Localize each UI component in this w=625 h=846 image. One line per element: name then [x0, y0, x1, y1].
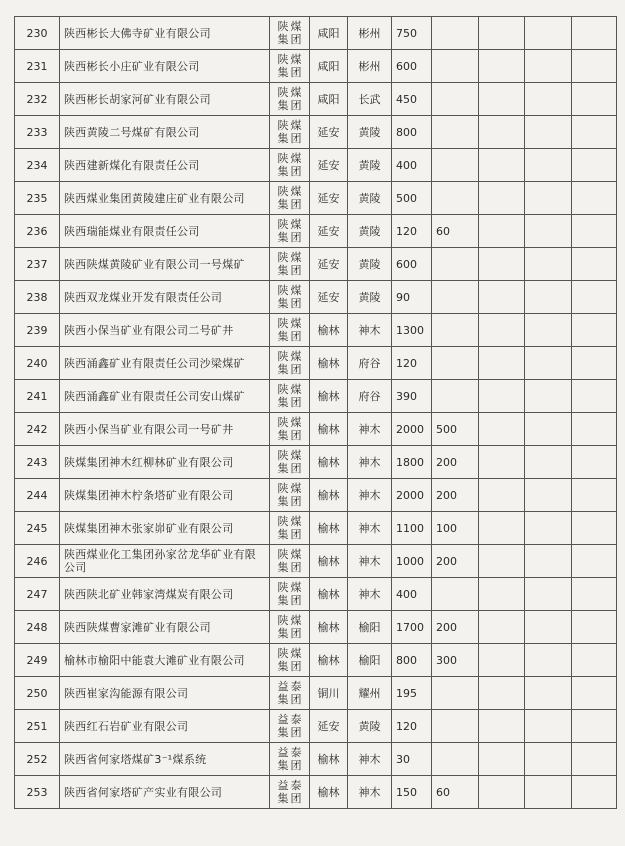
city-name: 榆林: [310, 611, 348, 644]
county-name: 黄陵: [348, 281, 392, 314]
city-name: 榆林: [310, 743, 348, 776]
row-number: 249: [15, 644, 60, 677]
reduction-value: 60: [432, 215, 479, 248]
reduction-value: [432, 347, 479, 380]
county-name: 黄陵: [348, 116, 392, 149]
capacity-value: 90: [392, 281, 432, 314]
table-row: [15, 215, 617, 248]
city-name: 铜川: [310, 677, 348, 710]
capacity-value: 120: [392, 347, 432, 380]
capacity-value: 120: [392, 215, 432, 248]
empty-cell: [525, 17, 572, 50]
group-name: 陕煤集团: [270, 512, 310, 545]
row-number: 251: [15, 710, 60, 743]
empty-cell: [479, 512, 525, 545]
row-number: 253: [15, 776, 60, 809]
empty-cell: [479, 83, 525, 116]
county-name: 黄陵: [348, 182, 392, 215]
empty-cell: [479, 545, 525, 578]
empty-cell: [572, 479, 617, 512]
row-number: 230: [15, 17, 60, 50]
reduction-value: [432, 677, 479, 710]
row-number: 234: [15, 149, 60, 182]
company-name: 陕西红石岩矿业有限公司: [60, 710, 270, 743]
empty-cell: [572, 50, 617, 83]
group-name: 陕煤集团: [270, 83, 310, 116]
city-name: 咸阳: [310, 83, 348, 116]
group-name: 陕煤集团: [270, 248, 310, 281]
city-name: 咸阳: [310, 50, 348, 83]
empty-cell: [525, 677, 572, 710]
company-name: 陕西小保当矿业有限公司一号矿井: [60, 413, 270, 446]
empty-cell: [479, 413, 525, 446]
city-name: 延安: [310, 149, 348, 182]
row-number: 246: [15, 545, 60, 578]
capacity-value: 750: [392, 17, 432, 50]
company-name: 陕煤集团神木红柳林矿业有限公司: [60, 446, 270, 479]
empty-cell: [525, 545, 572, 578]
empty-cell: [572, 446, 617, 479]
group-name: 陕煤集团: [270, 545, 310, 578]
table-row: [15, 446, 617, 479]
company-name: 陕西省何家塔矿产实业有限公司: [60, 776, 270, 809]
table-row: [15, 281, 617, 314]
row-number: 247: [15, 578, 60, 611]
group-name: 益泰集团: [270, 776, 310, 809]
reduction-value: 100: [432, 512, 479, 545]
empty-cell: [479, 644, 525, 677]
county-name: 神木: [348, 578, 392, 611]
group-name: 陕煤集团: [270, 149, 310, 182]
capacity-value: 600: [392, 248, 432, 281]
empty-cell: [525, 248, 572, 281]
capacity-value: 800: [392, 644, 432, 677]
table-row: [15, 611, 617, 644]
company-name: 陕西小保当矿业有限公司二号矿井: [60, 314, 270, 347]
empty-cell: [525, 50, 572, 83]
group-name: 陕煤集团: [270, 479, 310, 512]
capacity-value: 150: [392, 776, 432, 809]
county-name: 神木: [348, 479, 392, 512]
company-name: 陕西彬长小庄矿业有限公司: [60, 50, 270, 83]
group-name: 陕煤集团: [270, 50, 310, 83]
table-row: [15, 17, 617, 50]
empty-cell: [525, 512, 572, 545]
reduction-value: [432, 248, 479, 281]
empty-cell: [572, 611, 617, 644]
capacity-value: 400: [392, 578, 432, 611]
company-name: 陕煤集团神木柠条塔矿业有限公司: [60, 479, 270, 512]
empty-cell: [572, 776, 617, 809]
group-name: 陕煤集团: [270, 17, 310, 50]
empty-cell: [525, 479, 572, 512]
city-name: 榆林: [310, 578, 348, 611]
empty-cell: [525, 347, 572, 380]
empty-cell: [525, 644, 572, 677]
capacity-value: 120: [392, 710, 432, 743]
group-name: 陕煤集团: [270, 314, 310, 347]
table-row: [15, 710, 617, 743]
row-number: 240: [15, 347, 60, 380]
empty-cell: [479, 479, 525, 512]
group-name: 陕煤集团: [270, 446, 310, 479]
empty-cell: [525, 116, 572, 149]
empty-cell: [525, 413, 572, 446]
row-number: 231: [15, 50, 60, 83]
county-name: 榆阳: [348, 644, 392, 677]
company-name: 陕西黄陵二号煤矿有限公司: [60, 116, 270, 149]
empty-cell: [525, 83, 572, 116]
empty-cell: [572, 149, 617, 182]
city-name: 榆林: [310, 347, 348, 380]
empty-cell: [479, 677, 525, 710]
capacity-value: 2000: [392, 413, 432, 446]
group-name: 陕煤集团: [270, 281, 310, 314]
group-name: 陕煤集团: [270, 578, 310, 611]
row-number: 242: [15, 413, 60, 446]
empty-cell: [479, 347, 525, 380]
company-name: 陕西煤业化工集团孙家岔龙华矿业有限公司: [60, 545, 270, 578]
table-row: [15, 116, 617, 149]
empty-cell: [572, 743, 617, 776]
empty-cell: [525, 578, 572, 611]
county-name: 府谷: [348, 380, 392, 413]
group-name: 陕煤集团: [270, 215, 310, 248]
group-name: 陕煤集团: [270, 182, 310, 215]
company-name: 陕煤集团神木张家峁矿业有限公司: [60, 512, 270, 545]
empty-cell: [525, 182, 572, 215]
company-name: 陕西陕煤黄陵矿业有限公司一号煤矿: [60, 248, 270, 281]
empty-cell: [479, 50, 525, 83]
table-row: [15, 545, 617, 578]
empty-cell: [572, 215, 617, 248]
empty-cell: [572, 413, 617, 446]
row-number: 236: [15, 215, 60, 248]
company-name: 陕西瑞能煤业有限责任公司: [60, 215, 270, 248]
county-name: 长武: [348, 83, 392, 116]
capacity-value: 500: [392, 182, 432, 215]
group-name: 陕煤集团: [270, 644, 310, 677]
county-name: 神木: [348, 743, 392, 776]
empty-cell: [479, 281, 525, 314]
reduction-value: 200: [432, 545, 479, 578]
empty-cell: [572, 347, 617, 380]
county-name: 神木: [348, 545, 392, 578]
row-number: 245: [15, 512, 60, 545]
table-row: [15, 776, 617, 809]
row-number: 237: [15, 248, 60, 281]
company-name: 陕西煤业集团黄陵建庄矿业有限公司: [60, 182, 270, 215]
county-name: 神木: [348, 776, 392, 809]
reduction-value: [432, 50, 479, 83]
empty-cell: [525, 710, 572, 743]
reduction-value: [432, 149, 479, 182]
company-name: 陕西涌鑫矿业有限责任公司安山煤矿: [60, 380, 270, 413]
empty-cell: [525, 776, 572, 809]
city-name: 榆林: [310, 446, 348, 479]
county-name: 府谷: [348, 347, 392, 380]
county-name: 神木: [348, 413, 392, 446]
row-number: 244: [15, 479, 60, 512]
row-number: 235: [15, 182, 60, 215]
empty-cell: [572, 545, 617, 578]
empty-cell: [479, 578, 525, 611]
capacity-value: 1300: [392, 314, 432, 347]
empty-cell: [572, 182, 617, 215]
county-name: 彬州: [348, 17, 392, 50]
city-name: 延安: [310, 281, 348, 314]
county-name: 黄陵: [348, 248, 392, 281]
coal-mine-table: [14, 16, 617, 809]
group-name: 陕煤集团: [270, 413, 310, 446]
company-name: 榆林市榆阳中能袁大滩矿业有限公司: [60, 644, 270, 677]
reduction-value: 500: [432, 413, 479, 446]
company-name: 陕西双龙煤业开发有限责任公司: [60, 281, 270, 314]
reduction-value: [432, 116, 479, 149]
row-number: 233: [15, 116, 60, 149]
table-row: [15, 413, 617, 446]
table-row: [15, 314, 617, 347]
capacity-value: 600: [392, 50, 432, 83]
city-name: 榆林: [310, 545, 348, 578]
row-number: 250: [15, 677, 60, 710]
city-name: 延安: [310, 182, 348, 215]
reduction-value: [432, 314, 479, 347]
company-name: 陕西省何家塔煤矿3⁻¹煤系统: [60, 743, 270, 776]
empty-cell: [572, 677, 617, 710]
group-name: 陕煤集团: [270, 347, 310, 380]
empty-cell: [479, 116, 525, 149]
group-name: 益泰集团: [270, 710, 310, 743]
row-number: 239: [15, 314, 60, 347]
group-name: 益泰集团: [270, 743, 310, 776]
county-name: 黄陵: [348, 149, 392, 182]
empty-cell: [479, 248, 525, 281]
table-row: [15, 479, 617, 512]
table-row: [15, 347, 617, 380]
table-row: [15, 644, 617, 677]
city-name: 延安: [310, 215, 348, 248]
empty-cell: [479, 314, 525, 347]
city-name: 榆林: [310, 644, 348, 677]
empty-cell: [479, 380, 525, 413]
empty-cell: [572, 644, 617, 677]
group-name: 陕煤集团: [270, 380, 310, 413]
reduction-value: 200: [432, 446, 479, 479]
city-name: 榆林: [310, 479, 348, 512]
capacity-value: 390: [392, 380, 432, 413]
row-number: 238: [15, 281, 60, 314]
empty-cell: [572, 512, 617, 545]
company-name: 陕西陕煤曹家滩矿业有限公司: [60, 611, 270, 644]
reduction-value: [432, 710, 479, 743]
county-name: 黄陵: [348, 710, 392, 743]
empty-cell: [572, 17, 617, 50]
empty-cell: [479, 710, 525, 743]
empty-cell: [525, 446, 572, 479]
row-number: 232: [15, 83, 60, 116]
company-name: 陕西涌鑫矿业有限责任公司沙梁煤矿: [60, 347, 270, 380]
table-row: [15, 743, 617, 776]
row-number: 243: [15, 446, 60, 479]
city-name: 咸阳: [310, 17, 348, 50]
capacity-value: 450: [392, 83, 432, 116]
reduction-value: 60: [432, 776, 479, 809]
capacity-value: 1100: [392, 512, 432, 545]
city-name: 延安: [310, 116, 348, 149]
row-number: 252: [15, 743, 60, 776]
table-row: [15, 677, 617, 710]
table-row: [15, 50, 617, 83]
company-name: 陕西彬长大佛寺矿业有限公司: [60, 17, 270, 50]
county-name: 神木: [348, 512, 392, 545]
empty-cell: [479, 17, 525, 50]
company-name: 陕西陕北矿业韩家湾煤炭有限公司: [60, 578, 270, 611]
county-name: 耀州: [348, 677, 392, 710]
capacity-value: 1000: [392, 545, 432, 578]
reduction-value: 300: [432, 644, 479, 677]
empty-cell: [572, 314, 617, 347]
group-name: 陕煤集团: [270, 116, 310, 149]
reduction-value: [432, 17, 479, 50]
empty-cell: [479, 446, 525, 479]
table-row: [15, 578, 617, 611]
empty-cell: [479, 215, 525, 248]
empty-cell: [572, 380, 617, 413]
empty-cell: [525, 281, 572, 314]
city-name: 榆林: [310, 314, 348, 347]
row-number: 241: [15, 380, 60, 413]
empty-cell: [479, 611, 525, 644]
table-row: [15, 83, 617, 116]
empty-cell: [572, 248, 617, 281]
group-name: 益泰集团: [270, 677, 310, 710]
capacity-value: 800: [392, 116, 432, 149]
empty-cell: [479, 743, 525, 776]
reduction-value: 200: [432, 611, 479, 644]
table-body: [15, 17, 617, 809]
reduction-value: [432, 182, 479, 215]
city-name: 榆林: [310, 413, 348, 446]
empty-cell: [479, 776, 525, 809]
empty-cell: [572, 710, 617, 743]
empty-cell: [572, 281, 617, 314]
empty-cell: [572, 116, 617, 149]
empty-cell: [572, 578, 617, 611]
table-row: [15, 248, 617, 281]
capacity-value: 2000: [392, 479, 432, 512]
empty-cell: [525, 611, 572, 644]
capacity-value: 30: [392, 743, 432, 776]
company-name: 陕西建新煤化有限责任公司: [60, 149, 270, 182]
reduction-value: [432, 743, 479, 776]
empty-cell: [525, 380, 572, 413]
group-name: 陕煤集团: [270, 611, 310, 644]
county-name: 神木: [348, 446, 392, 479]
reduction-value: [432, 578, 479, 611]
empty-cell: [525, 149, 572, 182]
row-number: 248: [15, 611, 60, 644]
table-row: [15, 182, 617, 215]
table-row: [15, 512, 617, 545]
county-name: 黄陵: [348, 215, 392, 248]
empty-cell: [572, 83, 617, 116]
city-name: 延安: [310, 248, 348, 281]
city-name: 延安: [310, 710, 348, 743]
company-name: 陕西彬长胡家河矿业有限公司: [60, 83, 270, 116]
empty-cell: [525, 215, 572, 248]
reduction-value: [432, 281, 479, 314]
empty-cell: [525, 743, 572, 776]
county-name: 彬州: [348, 50, 392, 83]
county-name: 榆阳: [348, 611, 392, 644]
company-name: 陕西崔家沟能源有限公司: [60, 677, 270, 710]
city-name: 榆林: [310, 512, 348, 545]
county-name: 神木: [348, 314, 392, 347]
empty-cell: [479, 149, 525, 182]
capacity-value: 400: [392, 149, 432, 182]
reduction-value: 200: [432, 479, 479, 512]
empty-cell: [479, 182, 525, 215]
city-name: 榆林: [310, 380, 348, 413]
capacity-value: 1800: [392, 446, 432, 479]
table-row: [15, 380, 617, 413]
city-name: 榆林: [310, 776, 348, 809]
reduction-value: [432, 380, 479, 413]
capacity-value: 1700: [392, 611, 432, 644]
empty-cell: [525, 314, 572, 347]
capacity-value: 195: [392, 677, 432, 710]
table-row: [15, 149, 617, 182]
reduction-value: [432, 83, 479, 116]
